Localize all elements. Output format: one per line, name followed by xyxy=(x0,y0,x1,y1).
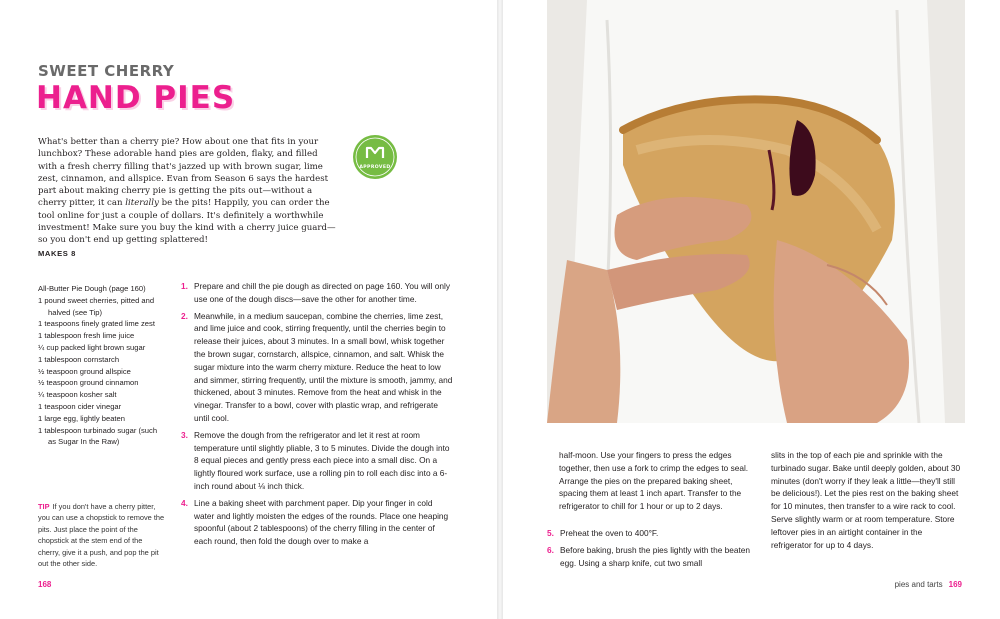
step-number: 5. xyxy=(547,528,554,538)
ingredient-item: 1 large egg, lightly beaten xyxy=(38,413,125,423)
ingredient-item: ¼ cup packed light brown sugar xyxy=(38,342,146,352)
ingredient-item: ½ teaspoon ground allspice xyxy=(38,366,131,376)
step-item xyxy=(181,429,455,493)
step-number: 2. xyxy=(181,310,188,321)
ingredient-item: All-Butter Pie Dough (page 160) xyxy=(38,284,146,293)
ingredient-item: 1 teaspoon cider vinegar xyxy=(38,401,122,411)
step-text: Line a baking sheet with parchment paper. Dip your finger in cold water and lightly moisten the edges of the rounds. Place one heaping spoonful (about 2 tablespoons) of the cherry filling in the center of each round, then fold the dough over to make a xyxy=(194,497,449,547)
step-text: Meanwhile, in a medium saucepan, combine the cherries, lime zest, and lime juice and cook, stirring frequently, until the cherries begin to release their juices, about 3 minutes. In a small bowl, whisk together the brown sugar, cornstarch, allspice, cinnamon, and salt. Whisk the sugar mixture into the warm cherry mixture. Reduce the heat to low and simmer, stirring frequently, until the mixture is smooth, jammy, and thickened, about 3 minutes. Remove from the heat and whisk in the vinegar. Transfer to a bowl, cover with plastic wrap, and refrigerate until cool. xyxy=(194,310,453,423)
section-name: pies and tarts xyxy=(894,580,943,589)
step-number: 3. xyxy=(181,429,188,440)
ingredient-item: ½ teaspoon ground cinnamon xyxy=(38,378,139,388)
step-item xyxy=(181,280,455,306)
yield-label: MAKES 8 xyxy=(38,249,76,258)
intro-text-a: What's better than a cherry pie? How about one that fits in your lunchbox? These adorable hand pies are golden, flaky, and filled with a fresh cherry filling that's jazzed up with brown sugar, lime zest, cinnamon, and allspice. Evan from Season 6 says the hardest part about making cherry pie is getting the pits out—without a cherry pitter, it can xyxy=(38,137,329,209)
step4-continued: half-moon. Use your fingers to press the edges together, then use a fork to crimp the edges to seal. Arrange the pies on the prepared baking sheet, spacing them at least 1 inch apart. Transfer to the refrigerator to chill for 1 hour or up to 2 days. xyxy=(559,450,749,512)
approved-badge-icon xyxy=(352,134,398,180)
step-text: Prepare and chill the pie dough as directed on page 160. You will only use one of the dough discs—save the other for another time. xyxy=(194,281,451,304)
recipe-kicker: SWEET CHERRY xyxy=(38,62,175,80)
hand-pie-photo xyxy=(547,0,965,423)
intro-text-b: be the pits! Happily, you can order the tool online for just a couple of dollars. It's definitely a worthwhile investment! Make sure you buy the kind with a cherry juice guard—so you don't end up getting splattered! xyxy=(38,198,336,246)
step-item xyxy=(181,497,455,548)
method-steps-right xyxy=(547,527,754,573)
step6-continued: slits in the top of each pie and sprinkle with the turbinado sugar. Bake until deeply golden, about 30 minutes (don't worry if they leak a little—they'll still be delicious!). Let the pies rest on the baking sheet for 10 minutes, then transfer to a wire rack to cool. Serve slightly warm or at room temperature. Store leftover pies in an airtight container in the refrigerator for up to 4 days. xyxy=(771,450,961,550)
ingredient-list xyxy=(38,283,166,448)
step-number: 6. xyxy=(547,544,554,555)
step-item xyxy=(547,527,754,540)
ingredient-item: 1 pound sweet cherries, pitted and halved (see Tip) xyxy=(38,295,155,317)
badge-label: APPROVED xyxy=(359,165,391,170)
left-page xyxy=(0,0,497,619)
tip-box xyxy=(38,501,166,569)
step-number: 4. xyxy=(181,497,188,508)
step-text: Before baking, brush the pies lightly with the beaten egg. Using a sharp knife, cut two small xyxy=(560,544,751,568)
recipe-title: HAND PIES xyxy=(36,80,236,116)
tip-text: If you don't have a cherry pitter, you can use a chopstick to remove the pits. Just place the point of the chopstick at the stem end of the cherry, give it a push, and pop the pit out the other side. xyxy=(38,502,165,569)
ingredient-item: ¼ teaspoon kosher salt xyxy=(38,390,117,400)
ingredient-item: 1 teaspoons finely grated lime zest xyxy=(38,319,155,329)
method-steps xyxy=(181,280,455,552)
step-text: Remove the dough from the refrigerator and let it rest at room temperature until slightly pliable, 3 to 5 minutes. Divide the dough into 8 equal pieces and gently press each piece into a small disc. On a lightly floured work surface, use a rolling pin to roll each disc into a 6-inch round about ⅛ inch thick. xyxy=(194,429,450,491)
step-item xyxy=(547,544,754,570)
step-number: 1. xyxy=(181,281,188,291)
folio-right xyxy=(895,580,962,589)
ingredient-item: 1 tablespoon cornstarch xyxy=(38,354,120,364)
ingredient-item: 1 tablespoon fresh lime juice xyxy=(38,331,135,341)
tip-label: TIP xyxy=(38,502,50,511)
page-number-left: 168 xyxy=(38,580,52,589)
page-number-right: 169 xyxy=(948,580,962,589)
ingredient-item: 1 tablespoon turbinado sugar (such as Sugar In the Raw) xyxy=(38,425,158,447)
right-page xyxy=(503,0,1000,619)
intro-emphasis: literally xyxy=(125,198,159,209)
step-text: Preheat the oven to 400°F. xyxy=(560,528,659,538)
recipe-intro xyxy=(38,136,338,247)
step-item xyxy=(181,310,455,425)
